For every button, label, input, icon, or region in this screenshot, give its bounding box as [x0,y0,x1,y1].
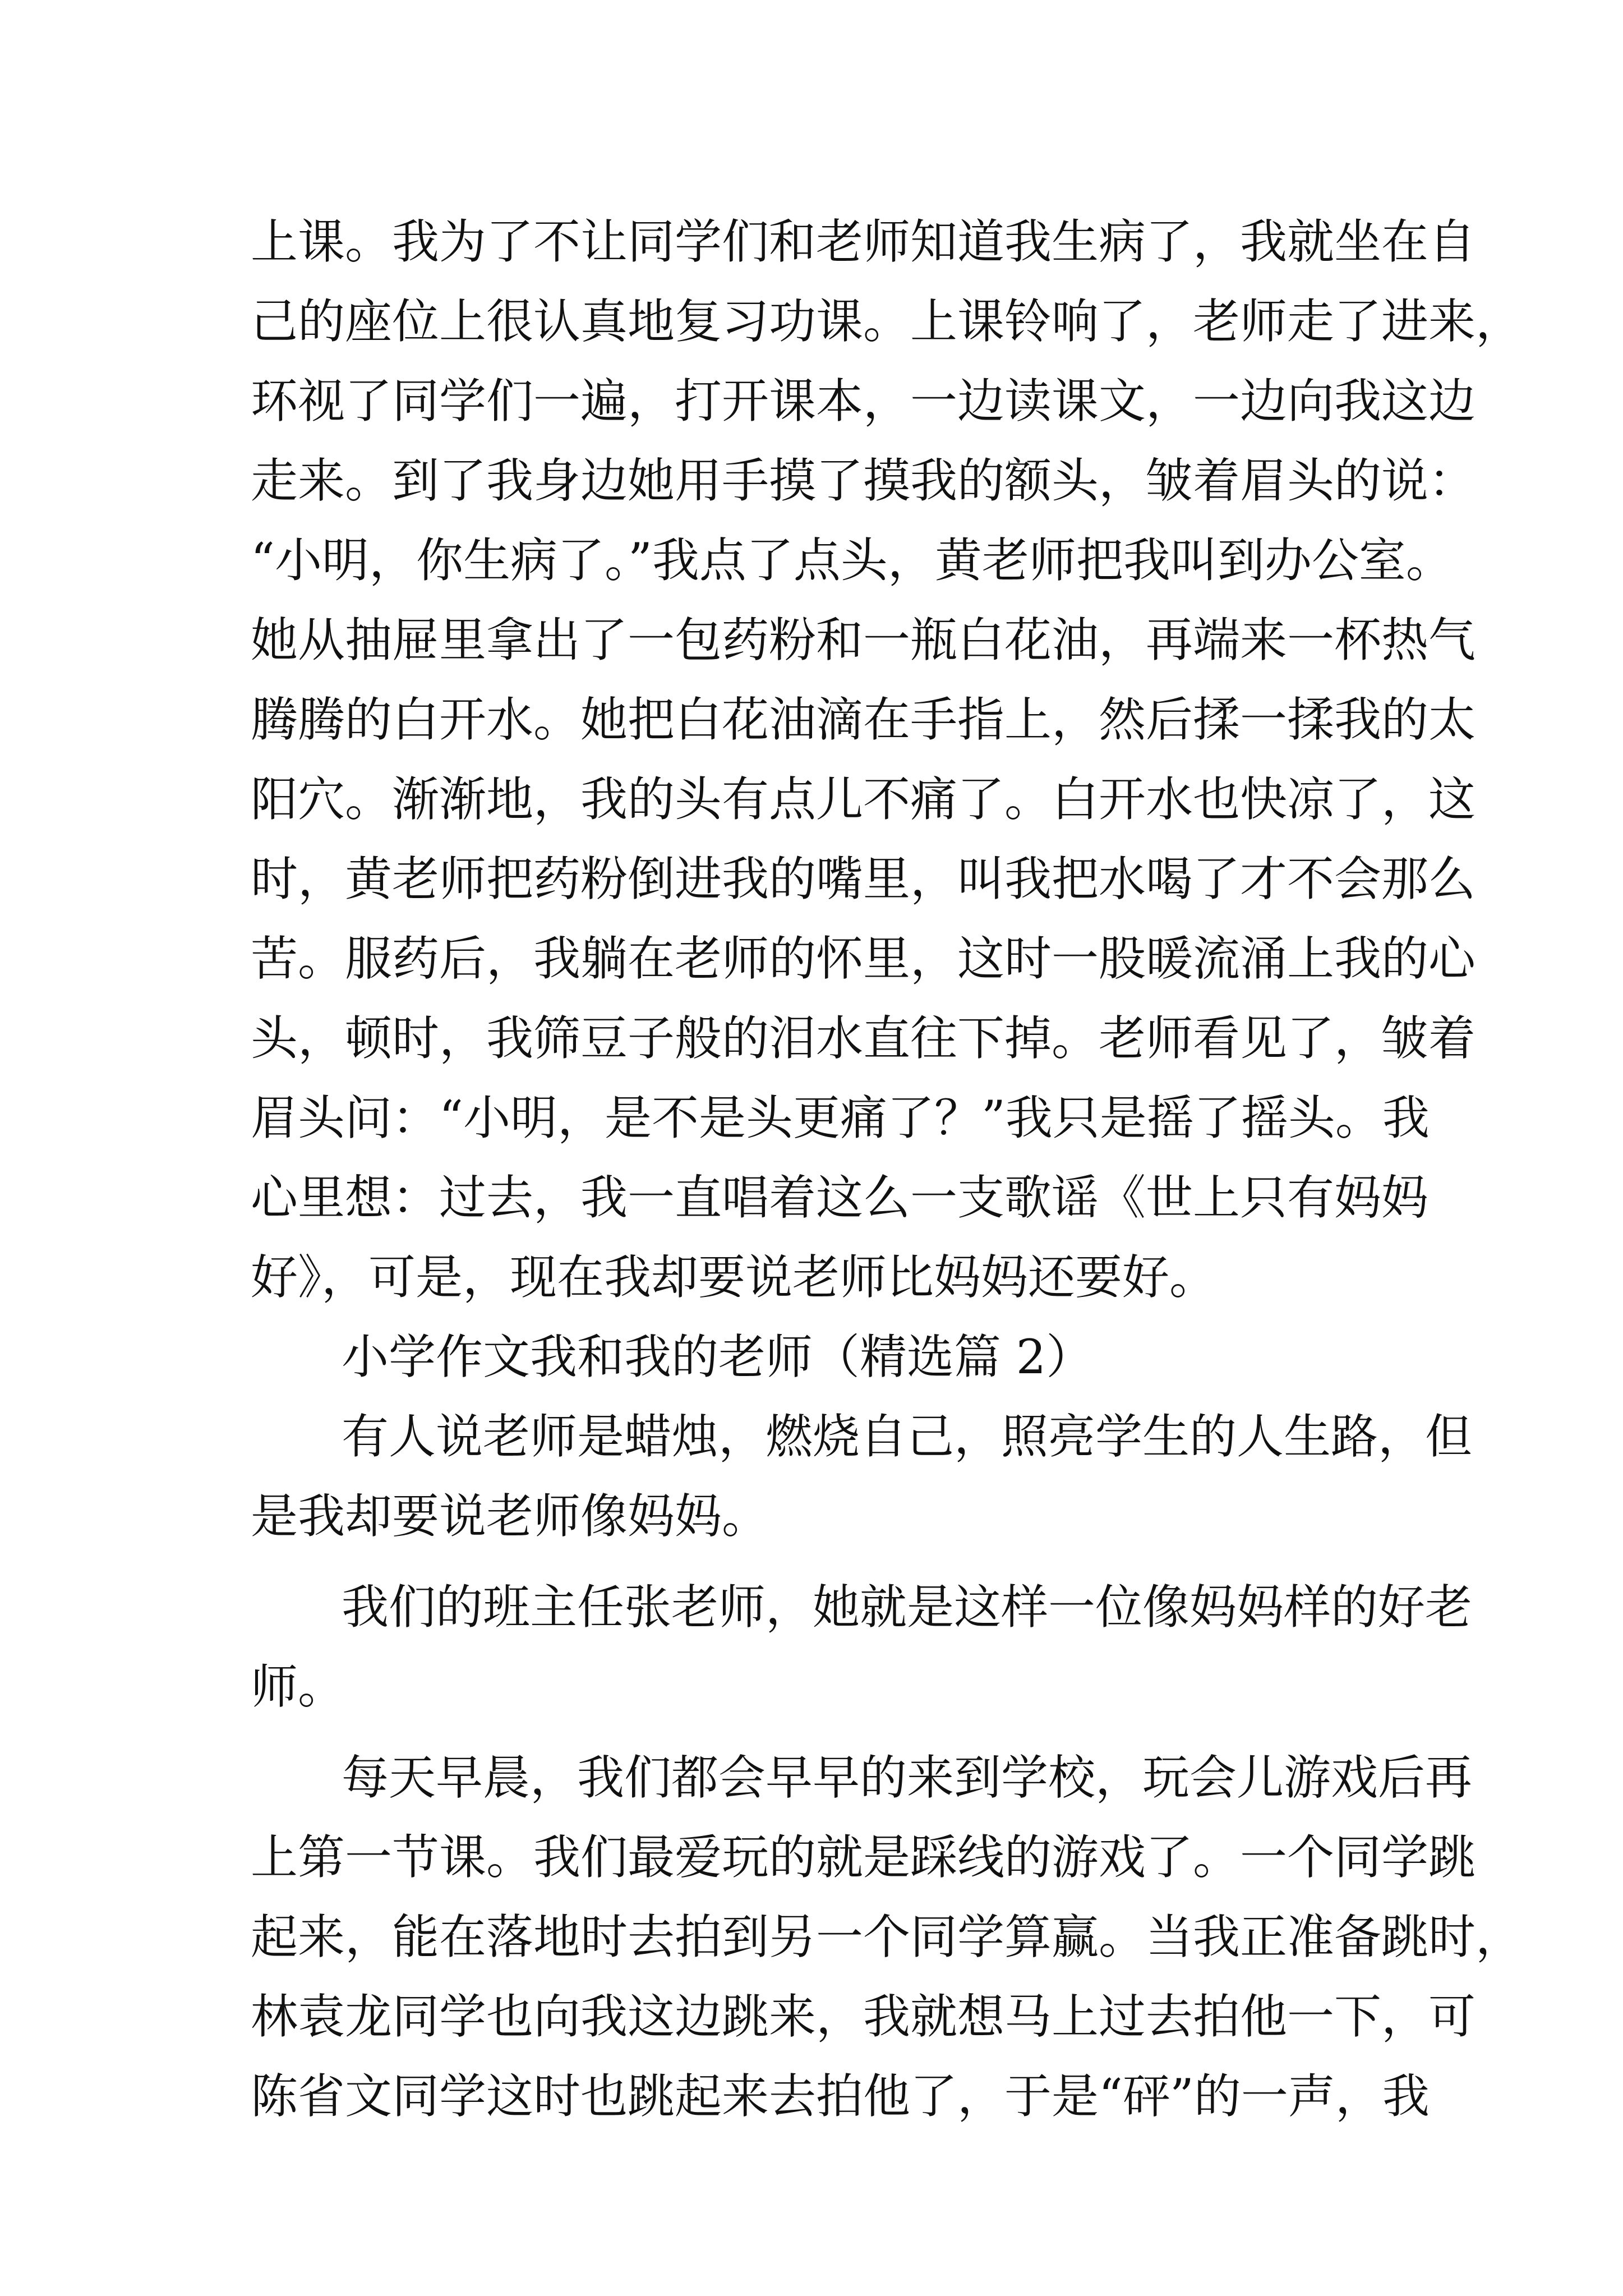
paragraph-3 [251,1567,1473,1727]
text-line: 是我却要说老师像妈妈。 [251,1489,769,1544]
text-line: 心里想：过去，我一直唱着这么一支歌谣《世上只有妈妈 [251,1170,1429,1225]
text-line: 我们的班主任张老师，她就是这样一位像妈妈样的好老 [342,1580,1473,1635]
document-body [251,202,1523,2136]
text-line: 己的座位上很认真地复习功课。上课铃响了，老师走了进来， [251,294,1523,349]
text-line: 林袁龙同学也向我这边跳来，我就想马上过去拍他一下，可 [251,1989,1476,2044]
paragraph-gap [251,1727,1384,1738]
text-line: 走来。到了我身边她用手摸了摸我的额头，皱着眉头的说： [251,453,1476,508]
text-line: 上课。我为了不让同学们和老师知道我生病了，我就坐在自 [251,214,1476,269]
text-line: 有人说老师是蜡烛，燃烧自己，照亮学生的人生路，但 [342,1409,1473,1464]
paragraph-4 [251,1738,1523,2136]
text-line: 她从抽屉里拿出了一包药粉和一瓶白花油，再端来一杯热气 [251,613,1476,668]
text-line: 起来，能在落地时去拍到另一个同学算赢。当我正准备跳时， [251,1910,1523,1964]
text-line: 眉头问：“小明，是不是头更痛了？”我只是摇了摇头。我 [251,1091,1430,1145]
paragraph-2 [251,1397,1473,1556]
text-line: 环视了同学们一遍，打开课本，一边读课文，一边向我这边 [251,374,1476,429]
text-line: 师。 [251,1659,345,1714]
text-line: 好》，可是，现在我却要说老师比妈妈还要好。 [251,1250,1217,1305]
section-heading: 小学作文我和我的老师（精选篇 2） [342,1329,1094,1384]
text-line: 腾腾的白开水。她把白花油滴在手指上，然后揉一揉我的太 [251,692,1476,747]
text-line: 每天早晨，我们都会早早的来到学校，玩会儿游戏后再 [342,1750,1473,1805]
paragraph-gap [251,1556,1384,1567]
text-line: “小明，你生病了。”我点了点头，黄老师把我叫到办公室。 [251,533,1453,588]
text-line: 苦。服药后，我躺在老师的怀里，这时一股暖流涌上我的心 [251,931,1476,986]
text-line: 陈省文同学这时也跳起来去拍他了，于是“砰”的一声，我 [251,2069,1430,2124]
paragraph-1 [251,202,1523,1317]
text-line: 阳穴。渐渐地，我的头有点儿不痛了。白开水也快凉了，这 [251,772,1476,827]
text-line: 头，顿时，我筛豆子般的泪水直往下掉。老师看见了，皱着 [251,1011,1476,1066]
text-line: 时，黄老师把药粉倒进我的嘴里，叫我把水喝了才不会那么 [251,852,1476,907]
text-line: 上第一节课。我们最爱玩的就是踩线的游戏了。一个同学跳 [251,1830,1476,1885]
